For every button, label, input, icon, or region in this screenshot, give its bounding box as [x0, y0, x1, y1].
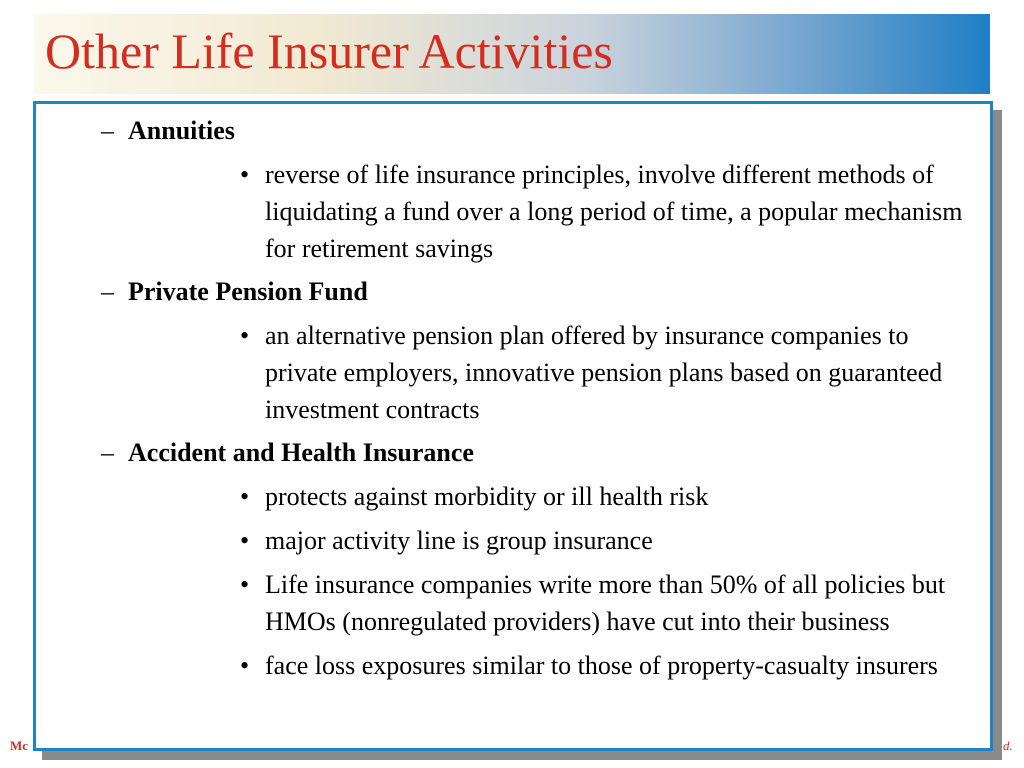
bullet-item	[128, 647, 990, 684]
dash-marker: –	[101, 116, 114, 145]
outline-list	[36, 112, 990, 684]
footer-left-text: Mc	[10, 738, 29, 753]
bullet-list	[128, 156, 990, 267]
section-annuities	[36, 112, 990, 267]
bullet-dot: •	[240, 160, 250, 189]
bullet-item	[128, 566, 990, 640]
bullet-text: Life insurance companies write more than 50% of all policies but HMOs (nonregulated providers) have cut into their business	[265, 570, 946, 636]
section-private-pension-fund	[36, 273, 990, 428]
bullet-list	[128, 317, 990, 428]
slide-title: Other Life Insurer Activities	[45, 23, 613, 79]
bullet-item	[128, 317, 990, 428]
bullet-dot: •	[240, 570, 250, 599]
bullet-dot: •	[240, 482, 250, 511]
section-accident-health	[36, 434, 990, 684]
section-heading: Annuities	[128, 116, 235, 145]
content-box	[33, 101, 993, 751]
bullet-list	[128, 478, 990, 684]
bullet-item	[128, 522, 990, 559]
bullet-item	[128, 478, 990, 515]
footer-right-text: d.	[1003, 738, 1013, 753]
bullet-text: reverse of life insurance principles, involve different methods of liquidating a fund over a long period of time, a popular mechanism for retirement savings	[265, 160, 963, 263]
bullet-text: protects against morbidity or ill health risk	[265, 482, 709, 511]
section-heading: Private Pension Fund	[128, 277, 368, 306]
dash-marker: –	[101, 277, 114, 306]
bullet-text: face loss exposures similar to those of property-casualty insurers	[265, 651, 938, 680]
bullet-dot: •	[240, 321, 250, 350]
section-heading: Accident and Health Insurance	[128, 438, 474, 467]
dash-marker: –	[101, 438, 114, 467]
bullet-item	[128, 156, 990, 267]
bullet-text: major activity line is group insurance	[265, 526, 653, 555]
bullet-dot: •	[240, 651, 250, 680]
bullet-dot: •	[240, 526, 250, 555]
bullet-text: an alternative pension plan offered by insurance companies to private employers, innovative pension plans based on guaranteed investment contracts	[265, 321, 943, 424]
